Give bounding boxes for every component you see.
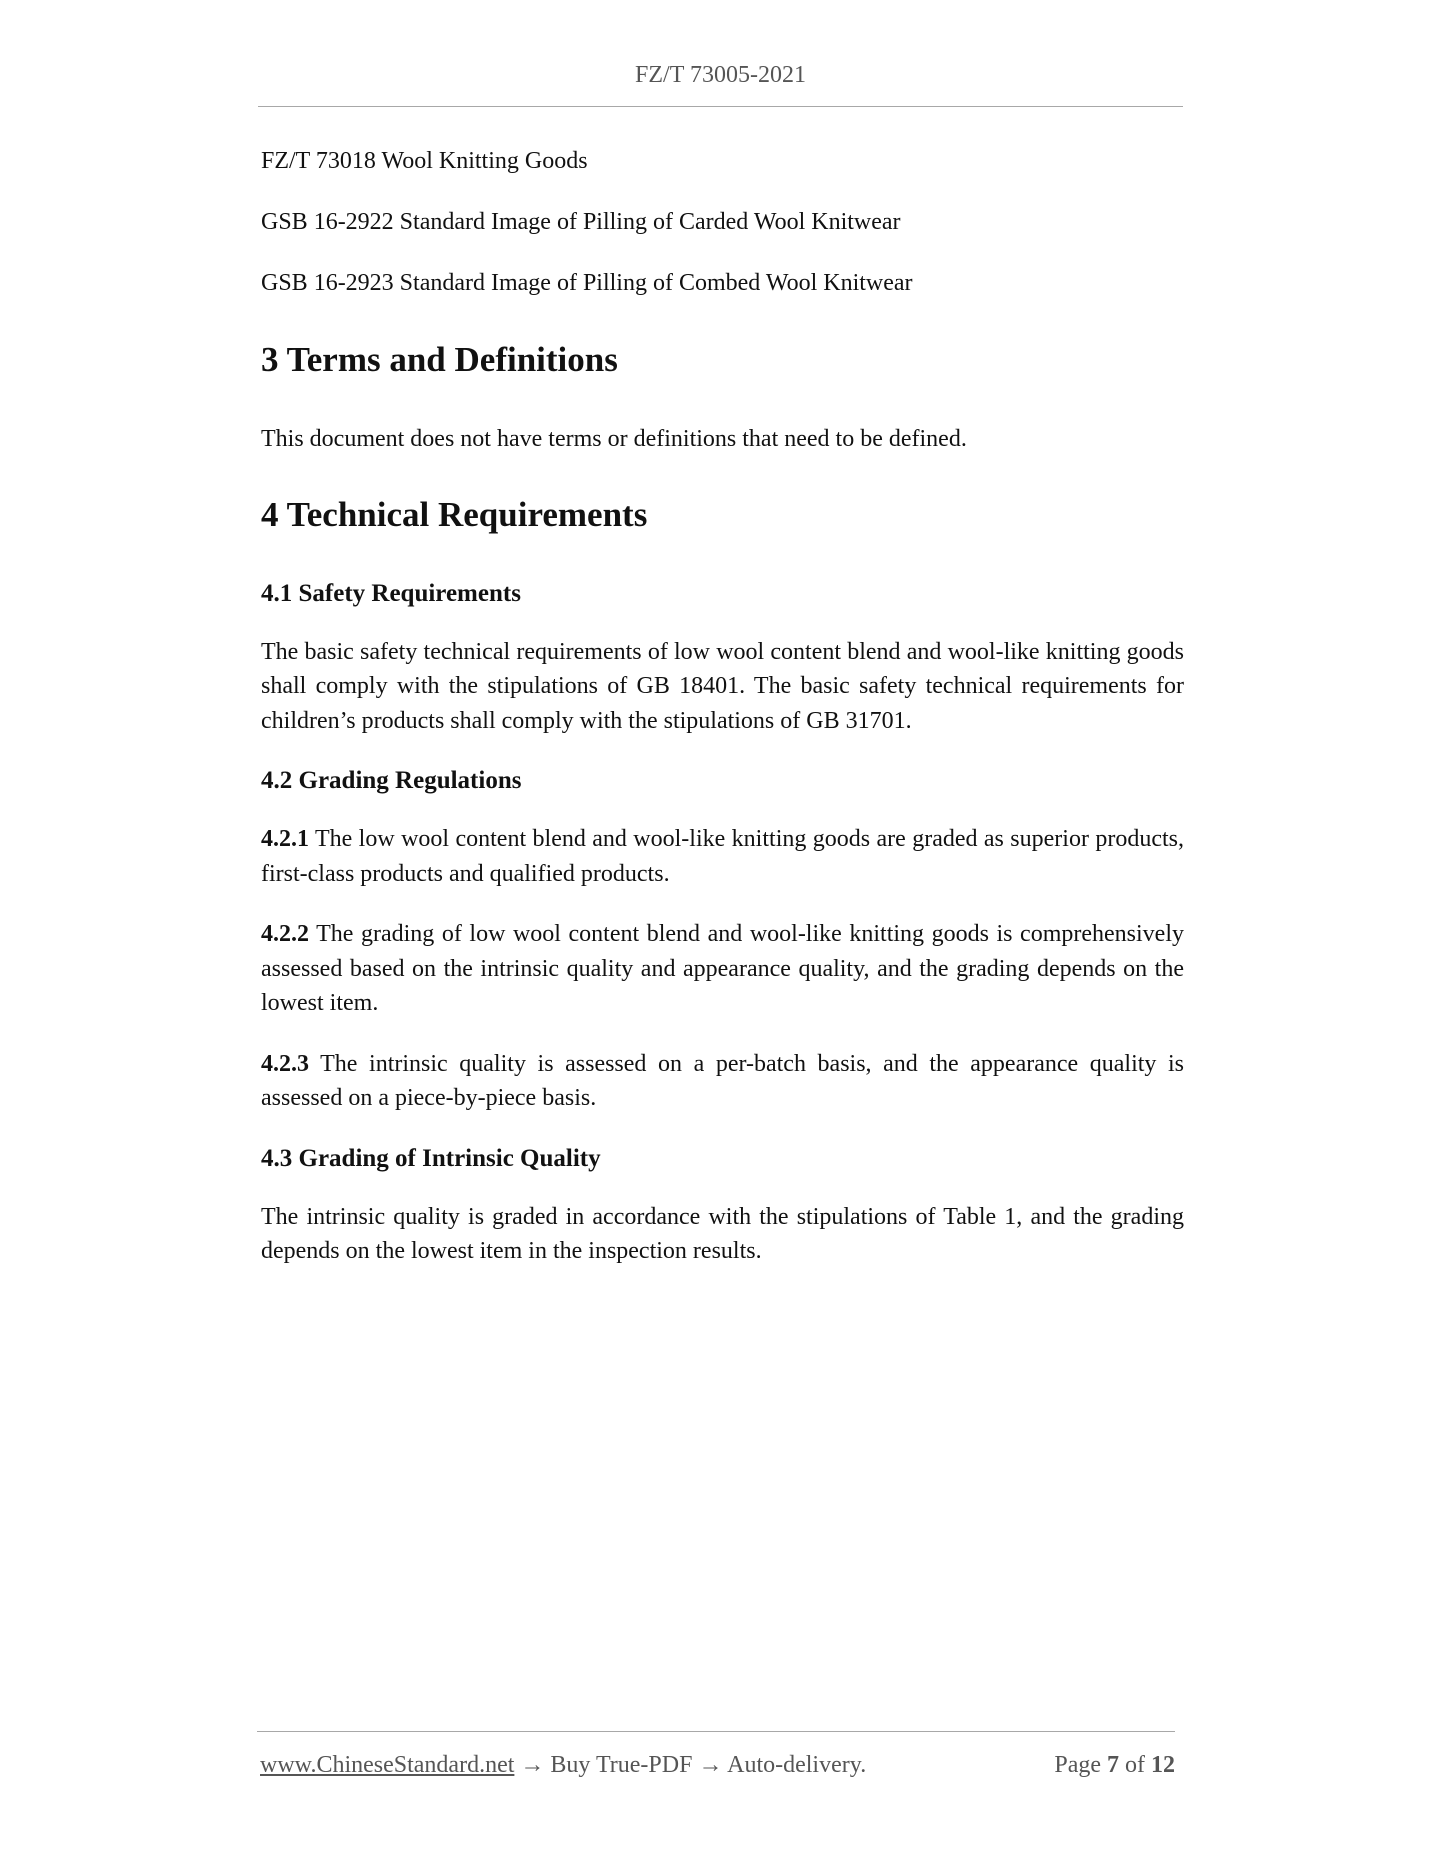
page-of: of — [1119, 1752, 1151, 1778]
clause-text: The low wool content blend and wool-like knitting goods are graded as superior products, first-class products and qualified products. — [261, 826, 1184, 887]
site-link[interactable]: www.ChineseStandard.net — [260, 1752, 515, 1778]
page-number — [1054, 1748, 1175, 1782]
footer-promo — [260, 1748, 866, 1782]
section-4-3-heading: 4.3 Grading of Intrinsic Quality — [261, 1144, 601, 1172]
promo-text: → Buy True-PDF → Auto-delivery. — [514, 1752, 867, 1778]
section-3-heading: 3 Terms and Definitions — [261, 340, 618, 379]
document-body — [261, 144, 1184, 1295]
section-4-3-text: The intrinsic quality is graded in accordance with the stipulations of Table 1, and the grading depends on the lowest item in the inspection results. — [261, 1203, 1184, 1264]
page-total: 12 — [1151, 1752, 1175, 1778]
page-footer — [257, 1731, 1175, 1792]
section-4-1-heading: 4.1 Safety Requirements — [261, 579, 521, 607]
clause-4-2-1 — [261, 822, 1184, 891]
reference-item: GSB 16-2923 Standard Image of Pilling of Combed Wool Knitwear — [261, 270, 913, 296]
standard-code: FZ/T 73005-2021 — [635, 62, 806, 88]
section-3-text: This document does not have terms or definitions that need to be defined. — [261, 426, 967, 452]
clause-number: 4.2.3 — [261, 1050, 309, 1077]
clause-text: The grading of low wool content blend and wool-like knitting goods is comprehensively assessed based on the intrinsic quality and appearance quality, and the grading depends on the lowest item. — [261, 921, 1184, 1016]
clause-4-2-3 — [261, 1047, 1184, 1116]
reference-item: FZ/T 73018 Wool Knitting Goods — [261, 148, 588, 174]
page-label: Page — [1054, 1752, 1107, 1778]
page-current: 7 — [1107, 1752, 1119, 1778]
clause-4-2-2 — [261, 917, 1184, 1021]
clause-number: 4.2.1 — [261, 826, 309, 852]
section-4-1-text: The basic safety technical requirements of low wool content blend and wool-like knitting goods shall comply with the stipulations of GB 18401. The basic safety technical requirements for children’s products shall comply with the stipulations of GB 31701. — [261, 638, 1184, 734]
clause-number: 4.2.2 — [261, 921, 309, 947]
page-header — [258, 58, 1183, 107]
section-4-heading: 4 Technical Requirements — [261, 494, 648, 534]
clause-text: The intrinsic quality is assessed on a per-batch basis, and the appearance quality is assessed on a piece-by-piece basis. — [261, 1050, 1184, 1111]
section-4-2-heading: 4.2 Grading Regulations — [261, 767, 522, 794]
reference-item: GSB 16-2922 Standard Image of Pilling of Carded Wool Knitwear — [261, 209, 901, 235]
